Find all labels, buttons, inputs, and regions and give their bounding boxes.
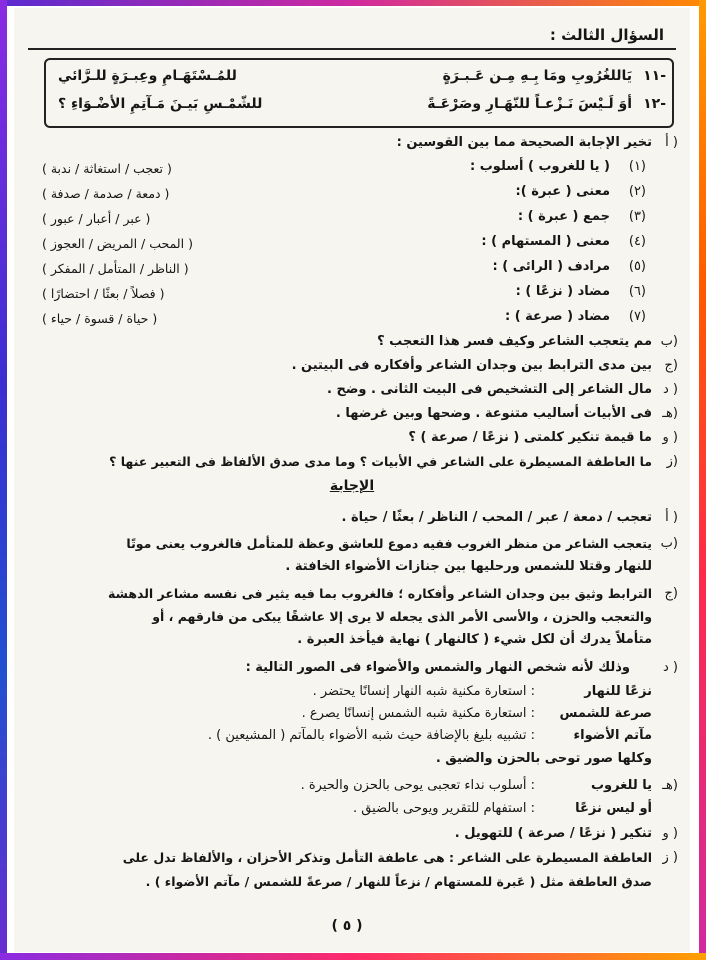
answer-letter: د ) <box>662 660 678 675</box>
answer-g-line-2: صدق العاطفة مثل ( عَبرة للمستهام / نزعاً للنهار / صرعةً للشمس / مآتم الأضواء ) . <box>145 874 652 889</box>
question-letter: د ) <box>662 382 678 397</box>
figure-term: صرعة للشمس <box>559 706 652 721</box>
choice-options: ( عبر / أعبار / عبور ) <box>42 211 151 226</box>
question-letter: و ) <box>662 430 678 445</box>
choice-options: ( حياة / قسوة / حياء ) <box>42 311 158 326</box>
question-letter: ج) <box>664 358 678 373</box>
poem-box <box>44 58 674 128</box>
answer-c-line-2: والتعجب والحزن ، والأسى الأمر الذى يجعله لا يرى إلا عاشقًا يبكى من فارقهم ، أو <box>152 609 652 624</box>
style-explanation: : استفهام للتقرير ويوحى بالضيق . <box>353 801 535 816</box>
answer-letter: أ ) <box>665 510 678 525</box>
answer-letter: ز ) <box>662 850 678 865</box>
verse-12-first-hemistich: أوَ لَـيْسَ نَـزْعـاً للنّهَـارِ وصَرْعَـةً <box>427 96 632 112</box>
choice-question: مضاد ( نزعًا ) : <box>515 284 610 299</box>
choice-options: ( دمعة / صدمة / صدفة ) <box>42 186 170 201</box>
answer-a-text: تعجب / دمعة / عبر / المحب / الناظر / بعثًا / حياة . <box>341 510 652 525</box>
figure-term: مآتم الأضواء <box>573 728 652 743</box>
answer-d-conclusion: وكلها صور توحى بالحزن والضيق . <box>435 751 652 766</box>
section-heading: السؤال الثالث : <box>549 26 664 44</box>
question-text: بين مدى الترابط بين وجدان الشاعر وأفكاره فى البيتين . <box>291 358 652 373</box>
question-letter: هـ) <box>662 406 678 421</box>
choice-question: جمع ( عبرة ) : <box>517 209 610 224</box>
choice-number: (١) <box>628 159 646 174</box>
page-border-right <box>699 0 706 960</box>
answer-letter: ج) <box>664 586 678 601</box>
answer-letter: ب) <box>660 536 678 551</box>
answer-g-line-1: العاطفة المسيطرة على الشاعر : هى عاطفة التأمل وتذكر الأحزان ، والألفاظ تدل على <box>122 850 652 865</box>
choice-options: ( تعجب / استغاثة / ندبة ) <box>42 161 172 176</box>
question-letter: ب) <box>660 334 678 349</box>
page-number: ( ٥ ) <box>331 918 363 934</box>
choice-question: معنى ( عبرة ): <box>515 184 610 199</box>
page-border-left <box>0 0 7 960</box>
answer-c-line-3: متأملاً يدرك أن لكل شيء ( كالنهار ) نهاية فيأخذ العبرة . <box>297 632 652 647</box>
verse-11-second-hemistich: للمُـسْتَهَـامِ وعِبـرَةٍ للـرَّائي <box>58 68 237 84</box>
choice-number: (٧) <box>628 309 646 324</box>
answer-f-text: تنكير ( نزعًا / صرعة ) للتهويل . <box>454 826 652 841</box>
figure-explanation: : استعارة مكنية شبه الشمس إنسانًا يصرع . <box>301 706 535 721</box>
figure-term: نزعًا للنهار <box>584 684 652 699</box>
answer-c-line-1: الترابط وثيق بين وجدان الشاعر وأفكاره ؛ فالغروب بما فيه يثير فى نفسه مشاعر الدهشة <box>108 586 652 601</box>
answer-letter: هـ) <box>662 778 678 793</box>
question-text: مال الشاعر إلى التشخيص فى البيت الثانى . وضح . <box>327 382 652 397</box>
choice-question: معنى ( المستهام ) : <box>481 234 610 249</box>
choice-options: ( المحب / المريض / العجوز ) <box>42 236 193 251</box>
question-text: فى الأبيات أساليب متنوعة . وضحها وبين غرضها . <box>335 406 652 421</box>
choice-number: (٤) <box>628 234 646 249</box>
verse-11-number: ١١- <box>643 68 666 84</box>
answer-b-line-1: يتعجب الشاعر من منظر الغروب ففيه دموع للعاشق وعظة للمتأمل فالغروب يعنى موتًا <box>126 536 652 551</box>
answer-b-line-2: للنهار وقتلا للشمس ورحليها بين جنازات الأضواء الخافتة . <box>285 559 652 574</box>
choice-number: (٢) <box>628 184 646 199</box>
document-page <box>14 8 690 952</box>
answer-d-intro: وذلك لأنه شخص النهار والشمس والأضواء فى الصور التالية : <box>245 660 630 675</box>
style-term: يا للغروب <box>590 778 652 793</box>
choice-question: مضاد ( صرعة ) : <box>504 309 610 324</box>
question-text: ما العاطفة المسيطرة على الشاعر في الأبيات ؟ وما مدى صدق الألفاظ فى التعبير عنها ؟ <box>109 454 652 469</box>
question-text: مم يتعجب الشاعر وكيف فسر هذا التعجب ؟ <box>377 334 652 349</box>
style-explanation: : أسلوب نداء تعجبى يوحى بالحزن والحيرة . <box>300 778 535 793</box>
figure-explanation: : استعارة مكنية شبه النهار إنسانًا يحتضر . <box>312 684 535 699</box>
choice-options: ( فصلاً / بعثًا / احتضارًا ) <box>42 286 165 301</box>
choice-number: (٥) <box>628 259 646 274</box>
verse-12-second-hemistich: للشّمْـسِ بَيـنَ مَـآتِمِ الأضْـوَاءِ ؟ <box>58 96 263 112</box>
question-a-letter: أ ) <box>665 135 678 150</box>
verse-12-number: ١٢- <box>643 96 666 112</box>
figure-explanation: : تشبيه بليغ بالإضافة حيث شبه الأضواء بالمآتم ( المشيعين ) . <box>207 728 535 743</box>
choice-number: (٦) <box>628 284 646 299</box>
verse-11-first-hemistich: يَاللغُرُوبِ ومَا بِـهِ مِـن عَـبـرَةٍ <box>442 68 632 84</box>
style-term: أو ليس نزعًا <box>575 801 652 816</box>
question-a-title: تخير الإجابة الصحيحة مما بين القوسين : <box>396 135 652 150</box>
page-border-top <box>0 0 706 6</box>
question-text: ما قيمة تنكير كلمتى ( نزعًا / صرعة ) ؟ <box>408 430 652 445</box>
answer-heading: الإجابة <box>329 478 375 494</box>
page-border-bottom <box>0 953 706 960</box>
question-letter: ز) <box>666 454 678 469</box>
choice-question: ( يا للغروب ) أسلوب : <box>470 159 610 174</box>
answer-letter: و ) <box>662 826 678 841</box>
choice-number: (٣) <box>628 209 646 224</box>
choice-question: مرادف ( الرائى ) : <box>492 259 610 274</box>
heading-rule <box>28 48 676 50</box>
choice-options: ( الناظر / المتأمل / المفكر ) <box>42 261 189 276</box>
